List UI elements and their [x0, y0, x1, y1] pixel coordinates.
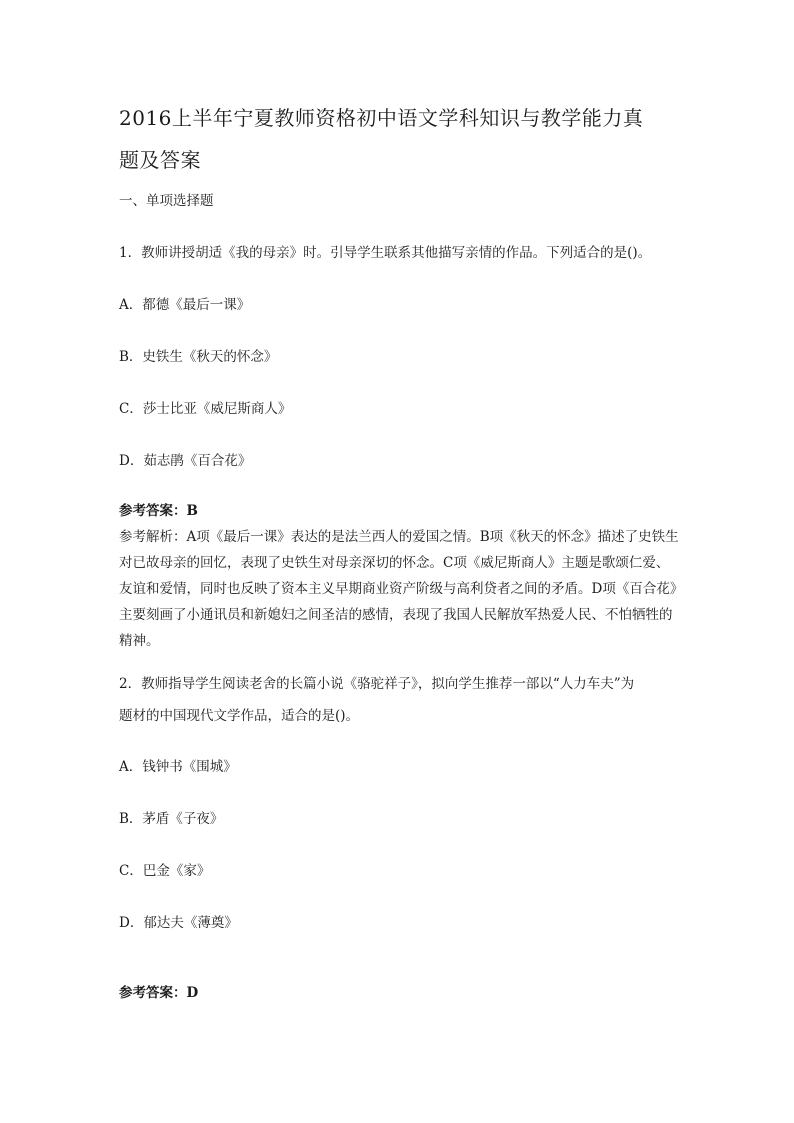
- question-2-option-d: D．郁达夫《薄奠》: [119, 915, 238, 931]
- question-1-option-a: A．都德《最后一课》: [119, 297, 251, 313]
- question-2-answer: 参考答案：D: [119, 985, 199, 1001]
- section-heading: 一、单项选择题: [119, 193, 214, 209]
- question-2-option-a: A．钱钟书《围城》: [119, 759, 237, 775]
- question-1-option-c: C．莎士比亚《威尼斯商人》: [119, 401, 292, 417]
- doc-title-line1: 2016上半年宁夏教师资格初中语文学科知识与教学能力真: [119, 106, 644, 130]
- question-1-analysis: 参考解析：A项《最后一课》表达的是法兰西人的爱国之情。B项《秋天的怀念》描述了史铁生对已故母亲的回忆，表现了史铁生对母亲深切的怀念。C项《威尼斯商人》主题是歌颂仁爱、友谊和爱情，同时也反映了资本主义早期商业资产阶级与高利贷者之间的矛盾。D项《百合花》主要刻画了小通讯员和新媳妇之间圣洁的感情，表现了我国人民解放军热爱人民、不怕牺牲的精神。: [119, 529, 679, 649]
- question-2-stem-line2: 题材的中国现代文学作品，适合的是()。: [119, 708, 360, 724]
- question-1-option-b: B．史铁生《秋天的怀念》: [119, 349, 278, 365]
- doc-title-line2: 题及答案: [119, 148, 201, 172]
- question-1-stem: 1．教师讲授胡适《我的母亲》时。引导学生联系其他描写亲情的作品。下列适合的是()。: [119, 245, 652, 261]
- question-2-option-c: C．巴金《家》: [119, 863, 211, 879]
- question-1-answer: 参考答案：B: [119, 503, 198, 519]
- question-1-option-d: D．茹志鹃《百合花》: [119, 453, 252, 469]
- question-2-stem-line1: 2．教师指导学生阅读老舍的长篇小说《骆驼祥子》，拟向学生推荐一部以“人力车夫”为: [119, 676, 635, 692]
- question-2-option-b: B．茅盾《子夜》: [119, 811, 224, 827]
